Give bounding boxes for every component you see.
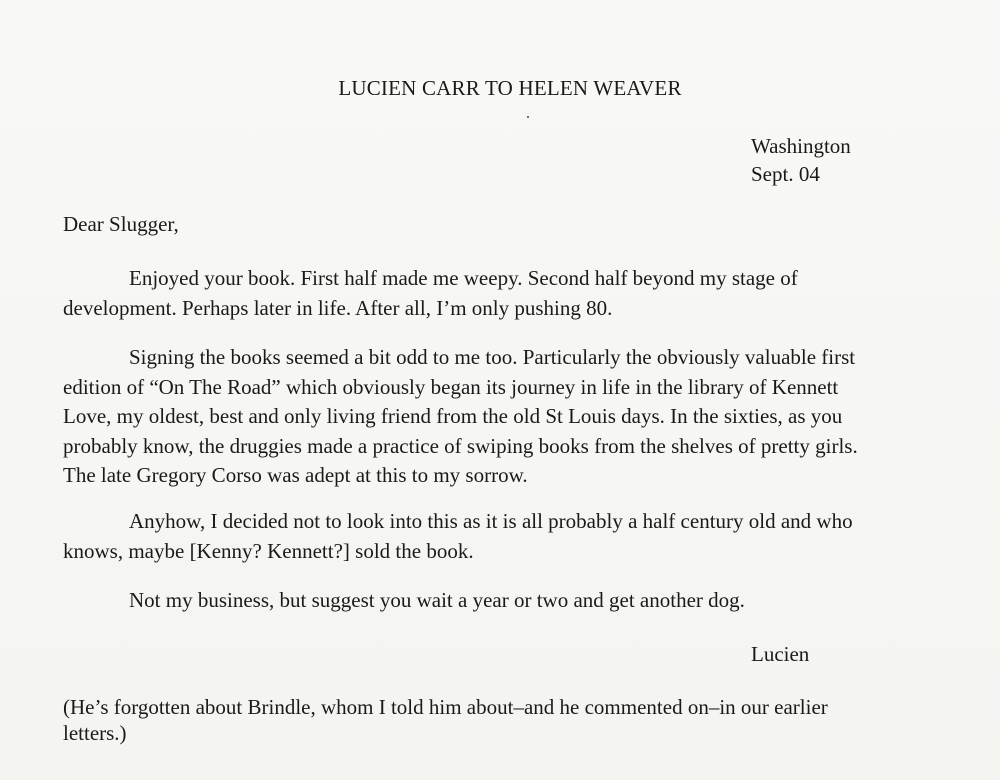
editor-note — [63, 694, 963, 746]
paragraph-line: Love, my oldest, best and only living friend from the old St Louis days. In the sixties, as you — [63, 404, 843, 428]
paragraph-line: The late Gregory Corso was adept at this to my sorrow. — [63, 463, 528, 487]
salutation: Dear Slugger, — [63, 212, 179, 236]
paragraph-line: Anyhow, I decided not to look into this as it is all probably a half century old and who — [129, 509, 853, 533]
paragraph-line: Signing the books seemed a bit odd to me too. Particularly the obviously valuable first — [129, 345, 856, 369]
letter-date: Sept. 04 — [751, 162, 820, 186]
paragraph-line: Enjoyed your book. First half made me weepy. Second half beyond my stage of — [129, 266, 798, 290]
paragraph-line: edition of “On The Road” which obviously began its journey in life in the library of Kennett — [63, 374, 839, 399]
paragraph-2 — [63, 343, 933, 491]
signature: Lucien — [751, 642, 810, 666]
paragraph-line: probably know, the druggies made a practice of swiping books from the shelves of pretty girls. — [63, 433, 858, 458]
paragraph-line: development. Perhaps later in life. After all, I’m only pushing 80. — [63, 295, 613, 320]
note-line: letters.) — [63, 721, 127, 745]
letter-title: LUCIEN CARR TO HELEN WEAVER — [338, 76, 682, 100]
place-date-block — [751, 132, 851, 188]
ink-speck — [527, 116, 529, 118]
note-line: (He’s forgotten about Brindle, whom I told him about–and he commented on–in our earlier — [63, 695, 828, 719]
letter-place: Washington — [751, 134, 851, 158]
paragraph-4 — [63, 586, 933, 616]
paragraph-line: knows, maybe [Kenny? Kennett?] sold the book. — [63, 538, 474, 563]
paragraph-3 — [63, 507, 933, 566]
paragraph-line: Not my business, but suggest you wait a year or two and get another dog. — [129, 588, 745, 612]
paragraph-1 — [63, 264, 933, 323]
